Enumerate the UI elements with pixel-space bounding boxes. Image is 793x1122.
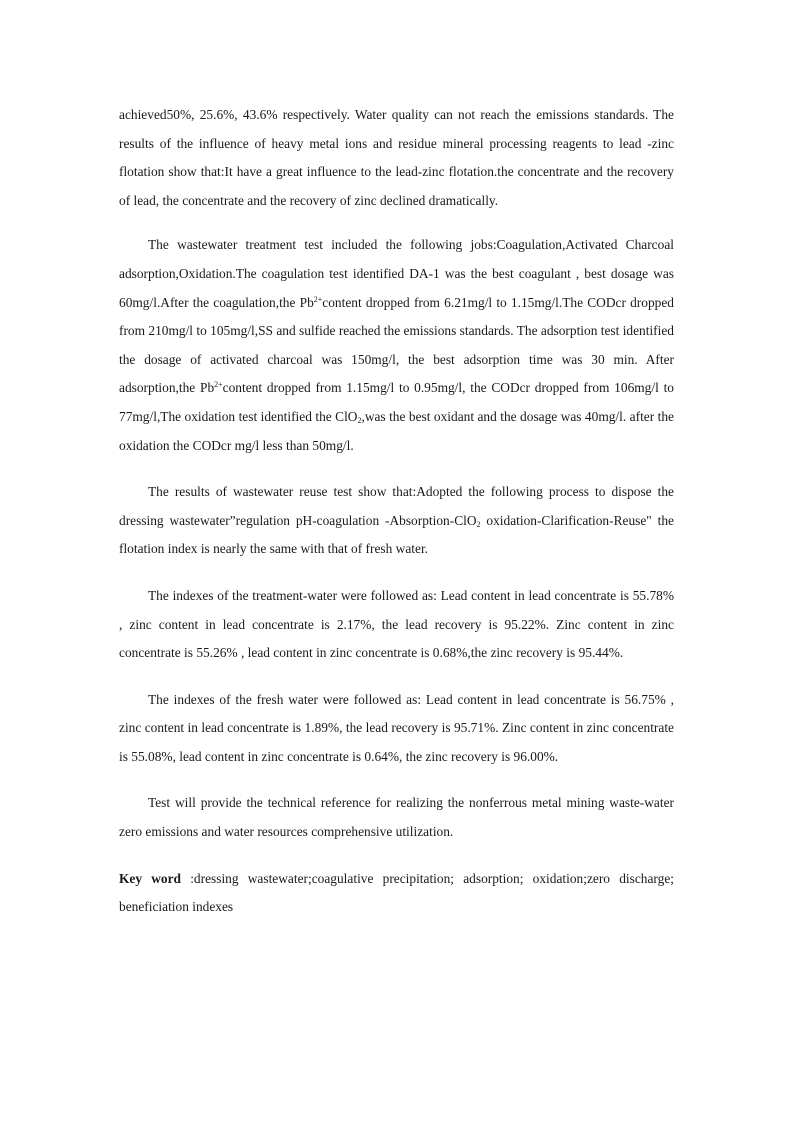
paragraph-results-summary: achieved50%, 25.6%, 43.6% respectively. Water quality can not reach the emissions standards. The results of the influence of heavy metal ions and residue mineral processing reagents to lead -zinc flotation show that:It have a great influence to the lead-zinc flotation.the concentrate and the recovery of lead, the concentrate and the recovery of zinc declined dramatically. — [119, 107, 674, 208]
superscript-charge: 2+ — [313, 294, 323, 304]
paragraph-fresh-water-indexes: The indexes of the fresh water were followed as: Lead content in lead concentrate is 56.75% , zinc content in lead concentrate is 1.89%, the lead recovery is 95.71%. Zinc content in zinc concentrate is 55.08%, lead content in zinc concentrate is 0.64%, the zinc recovery is 96.00%. — [119, 691, 674, 764]
superscript-charge: 2+ — [214, 380, 223, 390]
keywords-label: Key word — [119, 870, 182, 886]
keywords — [119, 865, 674, 922]
paragraph-reuse-test — [119, 478, 674, 564]
subscript-number: 2 — [476, 519, 481, 529]
document-page — [119, 101, 674, 940]
text-segment: ,was the best oxidant and the dosage was 40mg/l. after the oxidation the CODcr mg/l less than 50mg/l. — [119, 408, 674, 453]
text-segment: The results of wastewater reuse test show that:Adopted the following process to dispose the dressing wastewater”regulation pH-coagulation -Absorption-ClO — [119, 484, 674, 528]
text-segment: content dropped from 1.15mg/l to 0.95mg/l, the CODcr dropped from 106mg/l to 77mg/l,The oxidation test identified the ClO — [119, 380, 674, 424]
paragraph-conclusion: Test will provide the technical reference for realizing the nonferrous metal mining waste-water zero emissions and water resources comprehensive utilization. — [119, 795, 674, 840]
text-segment: The wastewater treatment test included the following jobs:Coagulation,Activated Charcoal adsorption,Oxidation.The coagulation test identified DA-1 was the best coagulant , best dosage was 60mg/l.After the coagulation,the Pb — [119, 237, 674, 310]
paragraph-treatment-water-indexes: The indexes of the treatment-water were followed as: Lead content in lead concentrate is 55.78% , zinc content in lead concentrate is 2.17%, the lead recovery is 95.22%. Zinc content in zinc concentrate is 55.26% , lead content in zinc concentrate is 0.68%,the zinc recovery is 95.44%. — [119, 587, 674, 661]
text-segment: content dropped from 6.21mg/l to 1.15mg/l.The CODcr dropped from 210mg/l to 105mg/l,SS and sulfide reached the emissions standards. The adsorption test identified the dosage of activated charcoal was 150mg/l, the best adsorption time was 30 min. After adsorption,the Pb — [119, 294, 675, 396]
subscript-number: 2 — [357, 415, 362, 425]
keywords-text: :dressing wastewater;coagulative precipitation; adsorption; oxidation;zero discharge; beneficiation indexes — [119, 870, 674, 915]
paragraph-wastewater-treatment — [119, 231, 674, 460]
text-segment: oxidation-Clarification-Reuse" the flotation index is nearly the same with that of fresh water. — [119, 512, 674, 557]
